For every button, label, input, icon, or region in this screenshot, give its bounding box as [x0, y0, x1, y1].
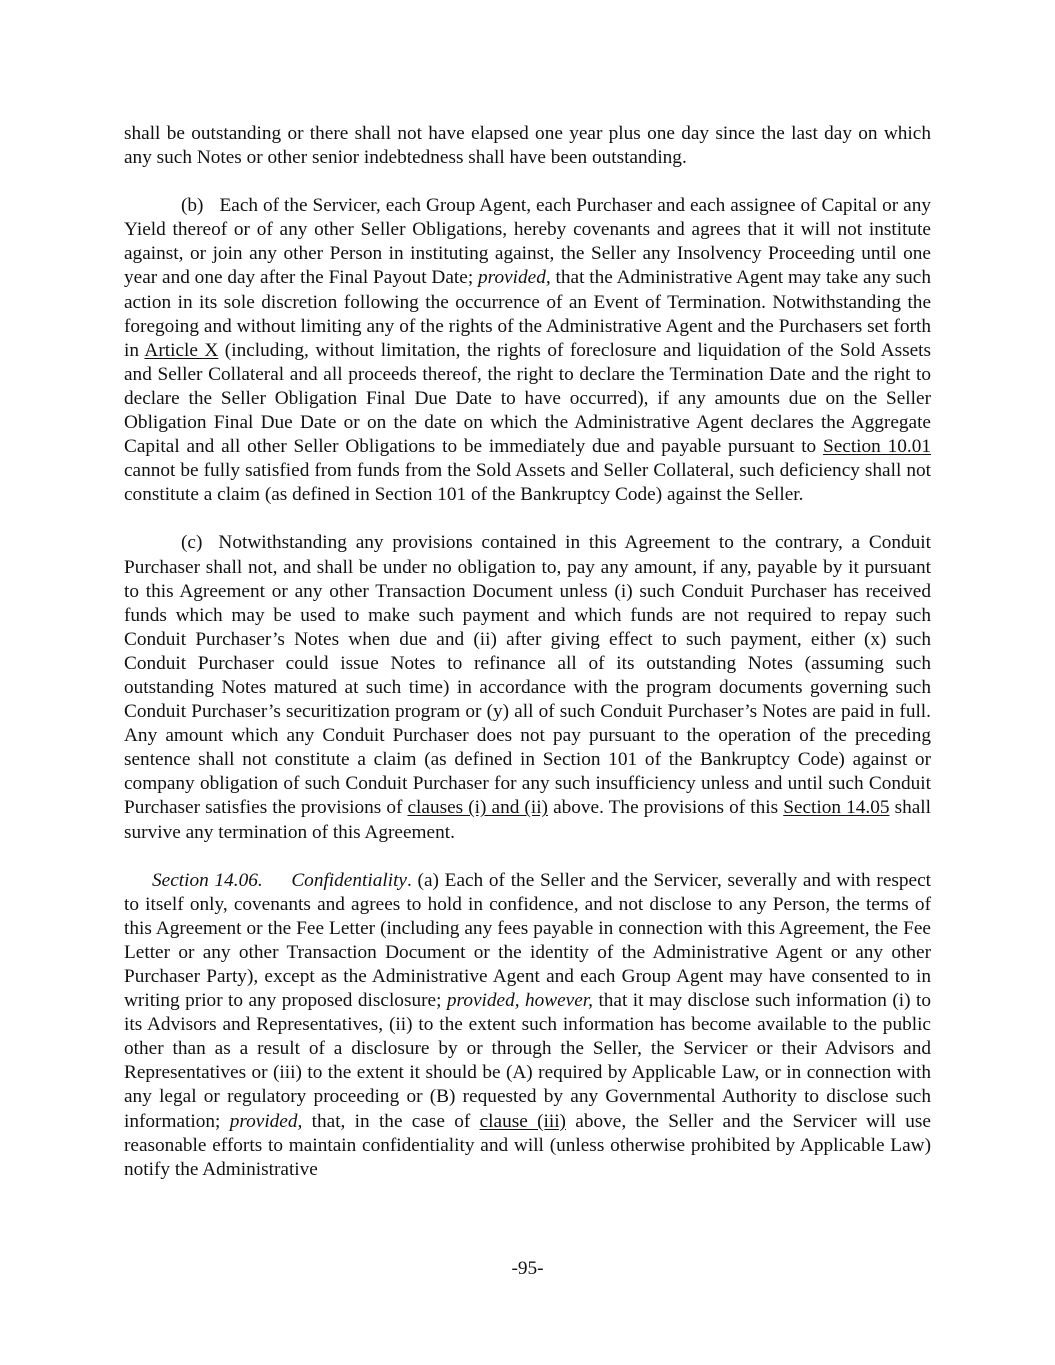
article-x-reference[interactable]: Article X [144, 339, 219, 361]
paragraph-c-text-2: above. The provisions of this [553, 797, 779, 819]
paragraph-b-text-4: cannot be fully satisfied from funds from the Sold Assets and Seller Collateral, such deficiency shall not constitute a claim (as defined in Section 101 of the Bankruptcy Code) against the Seller. [124, 460, 931, 506]
paragraph-b-text-1: Each of the Servicer, each Group Agent, each Purchaser and each assignee of Capital or any Yield thereof or of any other Seller Obligations, hereby covenants and agrees that it will not institute against, or join any other Person in instituting against, the Seller any Insolvency Proceeding until one year and one day after the Final Payout Date; [124, 195, 931, 289]
paragraph-c-text-1: Notwithstanding any provisions contained in this Agreement to the contrary, a Conduit Purchaser shall not, and shall be under no obligation to, pay any amount, if any, payable by it pursuant to this Agreement or any other Transaction Document unless (i) such Conduit Purchaser has received funds which may be used to make such payment and which funds are not required to repay such Conduit Purchaser’s Notes when due and (ii) after giving effect to such payment, either (x) such Conduit Purchaser could issue Notes to refinance all of its outstanding Notes (assuming such outstanding Notes matured at such time) in accordance with the program documents governing such Conduit Purchaser’s securitization program or (y) all of such Conduit Purchaser’s Notes are paid in full. Any amount which any Conduit Purchaser does not pay pursuant to the operation of the preceding sentence shall not constitute a claim (as defined in Section 101 of the Bankruptcy Code) against or company obligation of such Conduit Purchaser for any such insufficiency unless and until such Conduit Purchaser satisfies the provisions of [124, 532, 931, 819]
clause-iii-reference[interactable]: clause (iii) [479, 1110, 566, 1132]
paragraph-c-text-3: shall survive any termination of this Agreement. [124, 797, 931, 843]
paragraph-c-label: (c) [181, 532, 203, 554]
section-14-06-text-4: above, the Seller and the Servicer will use reasonable efforts to maintain confidentiality and will (unless otherwise prohibited by Applicable Law) notify the Administrative [124, 1110, 931, 1180]
paragraph-b-text-2: that the Administrative Agent may take any such action in its sole discretion following the occurrence of an Event of Termination. Notwithstanding the foregoing and without limiting any of the rights of the Administrative Agent and the Purchasers set forth in [124, 267, 931, 361]
continuation-text: shall be outstanding or there shall not have elapsed one year plus one day since the last day on which any such Notes or other senior indebtedness shall have been outstanding. [124, 123, 931, 169]
document-page [124, 122, 931, 1206]
provided-however-term: provided, however, [446, 990, 593, 1012]
paragraph-b-text-3: (including, without limitation, the rights of foreclosure and liquidation of the Sold Assets and Seller Collateral and all proceeds thereof, the right to declare the Termination Date and the right to declare the Seller Obligation Final Due Date to have occurred), if any amounts due on the Seller Obligation Final Due Date or on the date on which the Administrative Agent declares the Aggregate Capital and all other Seller Obligations to be immediately due and payable pursuant to [124, 339, 931, 458]
paragraph-b [124, 194, 931, 507]
paragraph-c [124, 531, 931, 844]
clauses-i-ii-reference[interactable]: clauses (i) and (ii) [407, 797, 548, 819]
provided-term-2: provided, [229, 1110, 303, 1132]
page-number: -95- [511, 1258, 544, 1279]
continuation-paragraph [124, 122, 931, 170]
section-14-06-number: Section 14.06. [152, 869, 263, 891]
section-14-06-text-2: that it may disclose such information (i) to its Advisors and Representatives, (ii) to the extent such information has become available to the public other than as a result of a disclosure by or through the Seller, the Servicer or their Advisors and Representatives or (iii) to the extent it should be (A) required by Applicable Law, or in connection with any legal or regulatory proceeding or (B) requested by any Governmental Authority to disclose such information; [124, 990, 932, 1132]
section-14-05-reference[interactable]: Section 14.05 [783, 797, 890, 819]
section-14-06-text-3: that, in the case of [311, 1110, 471, 1132]
section-14-06-text-1: . (a) Each of the Seller and the Servicer, severally and with respect to itself only, covenants and agrees to hold in confidence, and not disclose to any Person, the terms of this Agreement or the Fee Letter (including any fees payable in connection with this Agreement, the Fee Letter or any other Transaction Document or the identity of the Administrative Agent or any other Purchaser Party), except as the Administrative Agent and each Group Agent may have consented to in writing prior to any proposed disclosure; [124, 869, 931, 1012]
section-10-01-reference[interactable]: Section 10.01 [822, 436, 931, 458]
provided-term: provided, [478, 267, 551, 289]
section-14-06-paragraph [124, 869, 931, 1182]
paragraph-b-label: (b) [181, 195, 204, 217]
section-14-06-title: Confidentiality [291, 869, 407, 891]
